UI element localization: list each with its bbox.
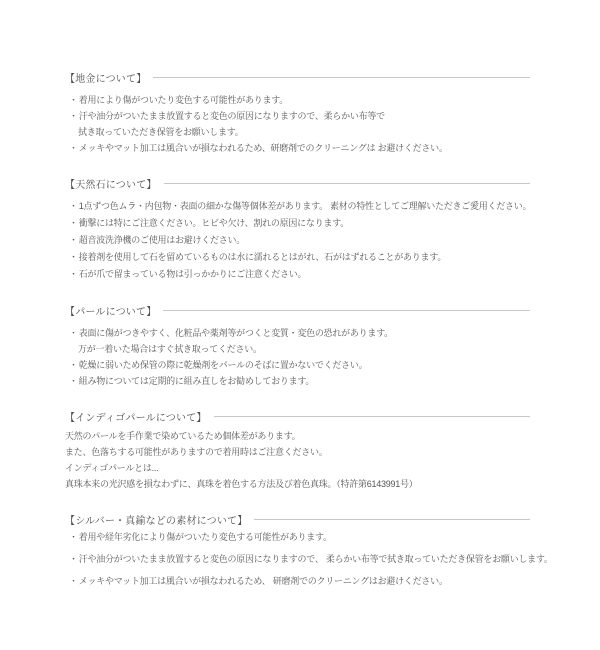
bullet-marker: ・ <box>69 252 78 262</box>
care-note-line <box>65 198 600 215</box>
section-metal-heading-row <box>65 71 530 84</box>
section-pearl-title: 【パールについて】 <box>65 307 157 318</box>
care-note-line <box>65 526 600 548</box>
care-note-line <box>65 428 600 444</box>
section-natural-stone-title: 【天然石について】 <box>65 180 157 191</box>
care-note-text: 乾燥に弱いため保管の際に乾燥剤をパールのそばに置かないでください。 <box>78 360 368 370</box>
bullet-marker: ・ <box>69 328 78 338</box>
care-note-line <box>65 325 600 341</box>
bullet-marker: ・ <box>69 376 78 386</box>
care-note-line <box>65 444 600 460</box>
section-metal-title: 【地金について】 <box>65 74 147 85</box>
heading-rule <box>164 183 530 184</box>
care-note-text: メッキやマット加工は風合いが損なわれるため、 研磨剤でのクリーニングはお避けください。 <box>78 576 448 586</box>
heading-rule <box>214 416 530 417</box>
care-note-text: 組み物については定期的に組み直しをお勧めしております。 <box>78 376 315 386</box>
section-metal <box>65 71 600 156</box>
bullet-marker: ・ <box>69 143 78 153</box>
section-pearl-heading-row <box>65 304 530 317</box>
care-note-line <box>65 548 600 570</box>
care-note-line <box>65 92 600 108</box>
care-note-text: 1点ずつ色ムラ・内包物・表面の細かな傷等個体差があります。 素材の特性としてご理解いただきご愛用ください。 <box>78 201 532 211</box>
care-note-text: また、色落ちする可能性がありますので着用時はご注意ください。 <box>65 447 328 457</box>
care-note-line <box>65 232 600 249</box>
section-natural-stone-heading-row <box>65 177 530 190</box>
bullet-marker: ・ <box>69 269 78 279</box>
care-note-text: 接着剤を使用して石を留めているものは水に濡れるとはがれ、石がはずれることがあります。 <box>78 252 447 262</box>
care-note-line <box>65 140 600 156</box>
care-note-line <box>65 373 600 389</box>
care-note-text: インディゴパールとは... <box>65 463 159 473</box>
section-indigo-pearl <box>65 410 600 492</box>
care-note-text: 着用や経年劣化により傷がついたり変色する可能性があります。 <box>78 532 332 542</box>
section-silver-brass <box>65 513 600 592</box>
care-note-line <box>65 460 600 476</box>
bullet-marker: ・ <box>69 111 78 121</box>
bullet-marker: ・ <box>69 235 78 245</box>
care-note-text: 汗や油分がついたまま放置すると変色の原因になりますので、 柔らかい布等で拭き取っていただき保管をお願いします。 <box>78 554 553 564</box>
bullet-marker: ・ <box>69 360 78 370</box>
section-natural-stone <box>65 177 600 283</box>
care-note-text: 表面に傷がつきやすく、化粧品や薬剤等がつくと変質・変色の恐れがあります。 <box>78 328 393 338</box>
bullet-marker: ・ <box>69 576 78 586</box>
section-pearl <box>65 304 600 389</box>
care-note-line <box>65 357 600 373</box>
section-silver-brass-heading-row <box>65 513 530 526</box>
care-note-text: 石が爪で留まっている物は引っかかりにご注意ください。 <box>78 269 307 279</box>
care-note-line <box>65 249 600 266</box>
care-note-line <box>65 108 600 124</box>
bullet-marker: ・ <box>69 554 78 564</box>
care-note-continuation-line <box>65 124 600 140</box>
heading-rule <box>254 519 530 520</box>
section-indigo-pearl-title: 【インディゴパールについて】 <box>65 413 207 424</box>
care-note-text: 天然のパールを手作業で染めているため個体差があります。 <box>65 431 301 441</box>
care-note-line <box>65 476 600 492</box>
care-note-text: 衝撃には特にご注意ください。ヒビや欠け、割れの原因になります。 <box>78 218 349 228</box>
bullet-marker: ・ <box>69 532 78 542</box>
heading-rule <box>163 310 530 311</box>
heading-rule <box>153 77 530 78</box>
care-note-line <box>65 215 600 232</box>
bullet-marker: ・ <box>69 201 78 211</box>
care-note-text: 拭き取っていただき保管をお願いします。 <box>78 127 244 137</box>
bullet-marker: ・ <box>69 95 78 105</box>
care-note-text: 万が一着いた場合はすぐ拭き取ってください。 <box>78 344 262 354</box>
bullet-marker: ・ <box>69 218 78 228</box>
care-note-line <box>65 570 600 592</box>
care-note-text: 着用により傷がついたり変色する可能性があります。 <box>78 95 289 105</box>
care-note-text: メッキやマット加工は風合いが損なわれるため、研磨剤でのクリーニングは お避けください。 <box>78 143 448 153</box>
section-indigo-pearl-heading-row <box>65 410 530 423</box>
care-note-text: 真珠本来の光沢感を損なわずに、真珠を着色する方法及び着色真珠。（特許第6143991号） <box>65 479 418 489</box>
care-note-text: 汗や油分がついたまま放置すると変色の原因になりますので、柔らかい布等で <box>78 111 385 121</box>
care-note-continuation-line <box>65 341 600 357</box>
care-note-text: 超音波洗浄機のご使用はお避けください。 <box>78 235 246 245</box>
care-note-line <box>65 266 600 283</box>
section-silver-brass-title: 【シルバー・真鍮などの素材について】 <box>65 516 248 527</box>
